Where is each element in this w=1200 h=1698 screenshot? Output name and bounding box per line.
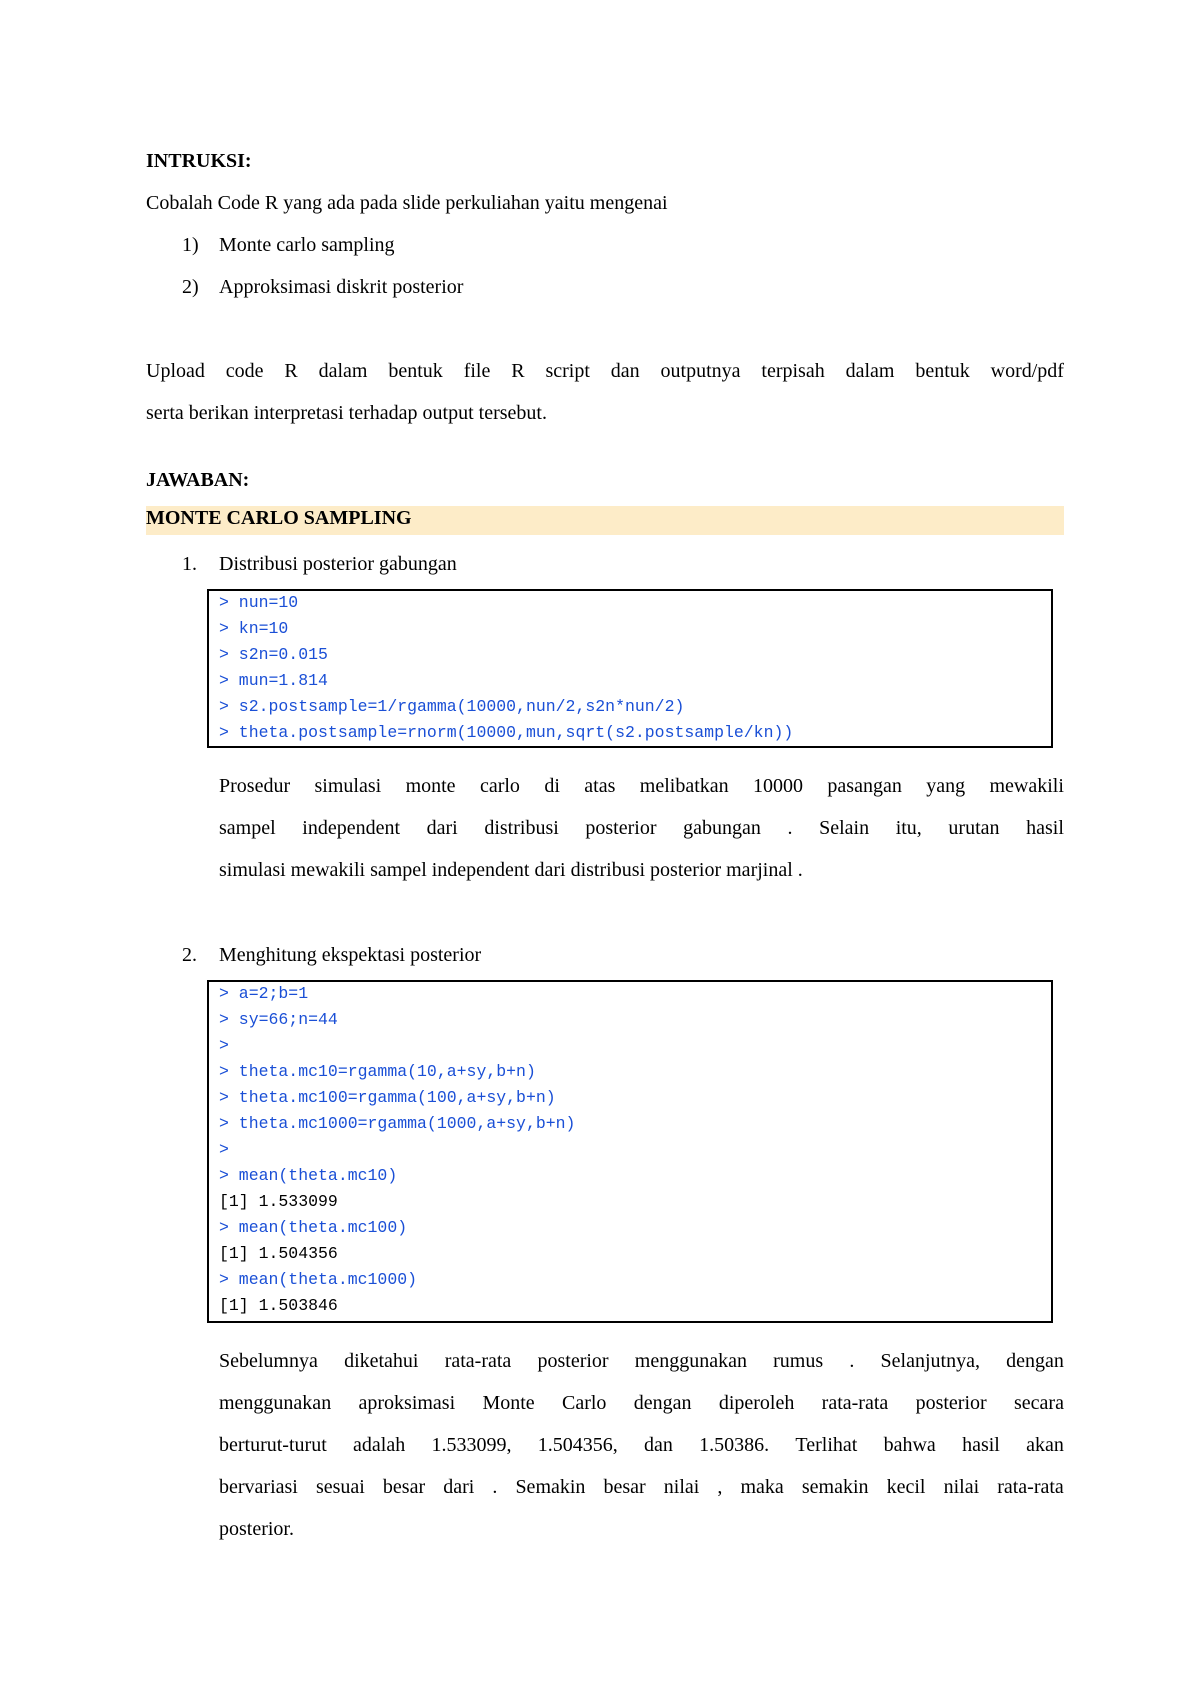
code-line: > mean(theta.mc100) [219, 1218, 408, 1237]
item-2-paragraph-line-2 [219, 1392, 1064, 1415]
instruksi-item-1-number: 1) [182, 234, 199, 256]
word: besar [603, 1476, 646, 1498]
word: Monte [482, 1392, 535, 1414]
word: secara [1014, 1392, 1064, 1414]
word: sampel [219, 817, 276, 839]
word: Selanjutnya, [880, 1350, 980, 1372]
word: R [511, 360, 525, 382]
code-line: > a=2;b=1 [219, 984, 309, 1003]
item-2-number: 2. [182, 944, 197, 966]
word: dalam [318, 360, 368, 382]
word: berturut-turut [219, 1434, 327, 1456]
word: . [849, 1350, 855, 1372]
code-line: > kn=10 [219, 619, 289, 638]
word: nilai [943, 1476, 980, 1498]
code-line: > theta.mc10=rgamma(10,a+sy,b+n) [219, 1062, 536, 1081]
word: 10000 [753, 775, 804, 797]
word: simulasi [314, 775, 382, 797]
word: Prosedur [219, 775, 291, 797]
word: Sebelumnya [219, 1350, 318, 1372]
code-line: > sy=66;n=44 [219, 1010, 338, 1029]
word: dan [644, 1434, 673, 1456]
code-line: > mun=1.814 [219, 671, 328, 690]
word: code [225, 360, 264, 382]
word: diketahui [344, 1350, 419, 1372]
word: urutan [948, 817, 1000, 839]
code-line: > s2n=0.015 [219, 645, 328, 664]
word: , [717, 1476, 723, 1498]
instruksi-item-2-number: 2) [182, 276, 199, 298]
code-line: > theta.mc100=rgamma(100,a+sy,b+n) [219, 1088, 556, 1107]
word: sesuai [315, 1476, 365, 1498]
word: besar [382, 1476, 426, 1498]
instruksi-upload-line-1 [146, 360, 1064, 383]
word: dengan [633, 1392, 692, 1414]
code-line: > [219, 1140, 229, 1159]
word: di [544, 775, 560, 797]
word: 1.533099, [431, 1434, 512, 1456]
word: pasangan [827, 775, 902, 797]
word: aproksimasi [358, 1392, 456, 1414]
code-line: > mean(theta.mc10) [219, 1166, 398, 1185]
word: kecil [886, 1476, 926, 1498]
word: yang [926, 775, 966, 797]
instruksi-upload-line-2: serta berikan interpretasi terhadap output tersebut. [146, 402, 547, 424]
word: rata-rata [821, 1392, 889, 1414]
word: word/pdf [990, 360, 1064, 382]
word: carlo [479, 775, 520, 797]
jawaban-heading: JAWABAN: [146, 469, 250, 491]
word: hasil [1026, 817, 1064, 839]
instruksi-item-1-text: Monte carlo sampling [219, 234, 395, 256]
item-2-title: Menghitung ekspektasi posterior [219, 944, 482, 966]
word: 1.504356, [537, 1434, 618, 1456]
code-line: > [219, 1036, 229, 1055]
instruksi-intro: Cobalah Code R yang ada pada slide perkuliahan yaitu mengenai [146, 192, 668, 214]
item-1-title: Distribusi posterior gabungan [219, 553, 457, 575]
code-line: > theta.mc1000=rgamma(1000,a+sy,b+n) [219, 1114, 576, 1133]
code-line: > nun=10 [219, 593, 299, 612]
word: terpisah [761, 360, 825, 382]
word: dalam [845, 360, 895, 382]
word: rata-rata [444, 1350, 512, 1372]
word: Upload [146, 360, 205, 382]
section-title: MONTE CARLO SAMPLING [146, 507, 412, 529]
word: Carlo [562, 1392, 607, 1414]
word: R [284, 360, 298, 382]
word: dari [426, 817, 458, 839]
word: bahwa [883, 1434, 936, 1456]
word: script [545, 360, 590, 382]
word: nilai [663, 1476, 700, 1498]
item-2-paragraph-line-5: posterior. [219, 1518, 294, 1540]
instruksi-item-2-text: Approksimasi diskrit posterior [219, 276, 464, 298]
word: Semakin [515, 1476, 586, 1498]
word: dengan [1006, 1350, 1064, 1372]
word: Selain [819, 817, 870, 839]
code-block-2 [207, 980, 1053, 1323]
word: melibatkan [639, 775, 729, 797]
word: dan [610, 360, 640, 382]
word: menggunakan [219, 1392, 332, 1414]
word: diperoleh [718, 1392, 795, 1414]
word: bentuk [915, 360, 970, 382]
code-line: > s2.postsample=1/rgamma(10000,nun/2,s2n*nun/2) [219, 697, 685, 716]
word: maka [740, 1476, 784, 1498]
word: akan [1026, 1434, 1064, 1456]
section-title-bar [146, 506, 1064, 535]
item-1-number: 1. [182, 553, 197, 575]
word: outputnya [660, 360, 741, 382]
code-output-line: [1] 1.504356 [219, 1244, 338, 1263]
item-2-paragraph-line-3 [219, 1434, 1064, 1457]
code-output-line: [1] 1.533099 [219, 1192, 338, 1211]
word: hasil [962, 1434, 1000, 1456]
word: file [463, 360, 491, 382]
word: bervariasi [219, 1476, 298, 1498]
word: independent [302, 817, 401, 839]
word: monte [405, 775, 456, 797]
word: posterior [915, 1392, 987, 1414]
word: adalah [353, 1434, 406, 1456]
code-block-1 [207, 589, 1053, 748]
code-line: > mean(theta.mc1000) [219, 1270, 418, 1289]
code-output-line: [1] 1.503846 [219, 1296, 338, 1315]
word: posterior [585, 817, 657, 839]
word: Terlihat [795, 1434, 858, 1456]
word: distribusi [484, 817, 559, 839]
item-1-paragraph-line-2 [219, 817, 1064, 840]
word: semakin [801, 1476, 869, 1498]
word: dari [443, 1476, 475, 1498]
word: rata-rata [997, 1476, 1064, 1498]
word: itu, [895, 817, 922, 839]
word: bentuk [388, 360, 443, 382]
word: rumus [773, 1350, 824, 1372]
word: 1.50386. [699, 1434, 770, 1456]
item-1-paragraph-line-1 [219, 775, 1064, 798]
item-2-paragraph-line-4 [219, 1476, 1064, 1499]
code-line: > theta.postsample=rnorm(10000,mun,sqrt(s2.postsample/kn)) [219, 723, 794, 742]
word: menggunakan [634, 1350, 747, 1372]
word: atas [584, 775, 616, 797]
instruksi-heading: INTRUKSI: [146, 150, 252, 172]
item-1-paragraph-line-3: simulasi mewakili sampel independent dari distribusi posterior marjinal . [219, 859, 803, 881]
word: posterior [537, 1350, 609, 1372]
word: . [787, 817, 793, 839]
word: gabungan [683, 817, 761, 839]
word: . [492, 1476, 498, 1498]
word: mewakili [989, 775, 1064, 797]
item-2-paragraph-line-1 [219, 1350, 1064, 1373]
